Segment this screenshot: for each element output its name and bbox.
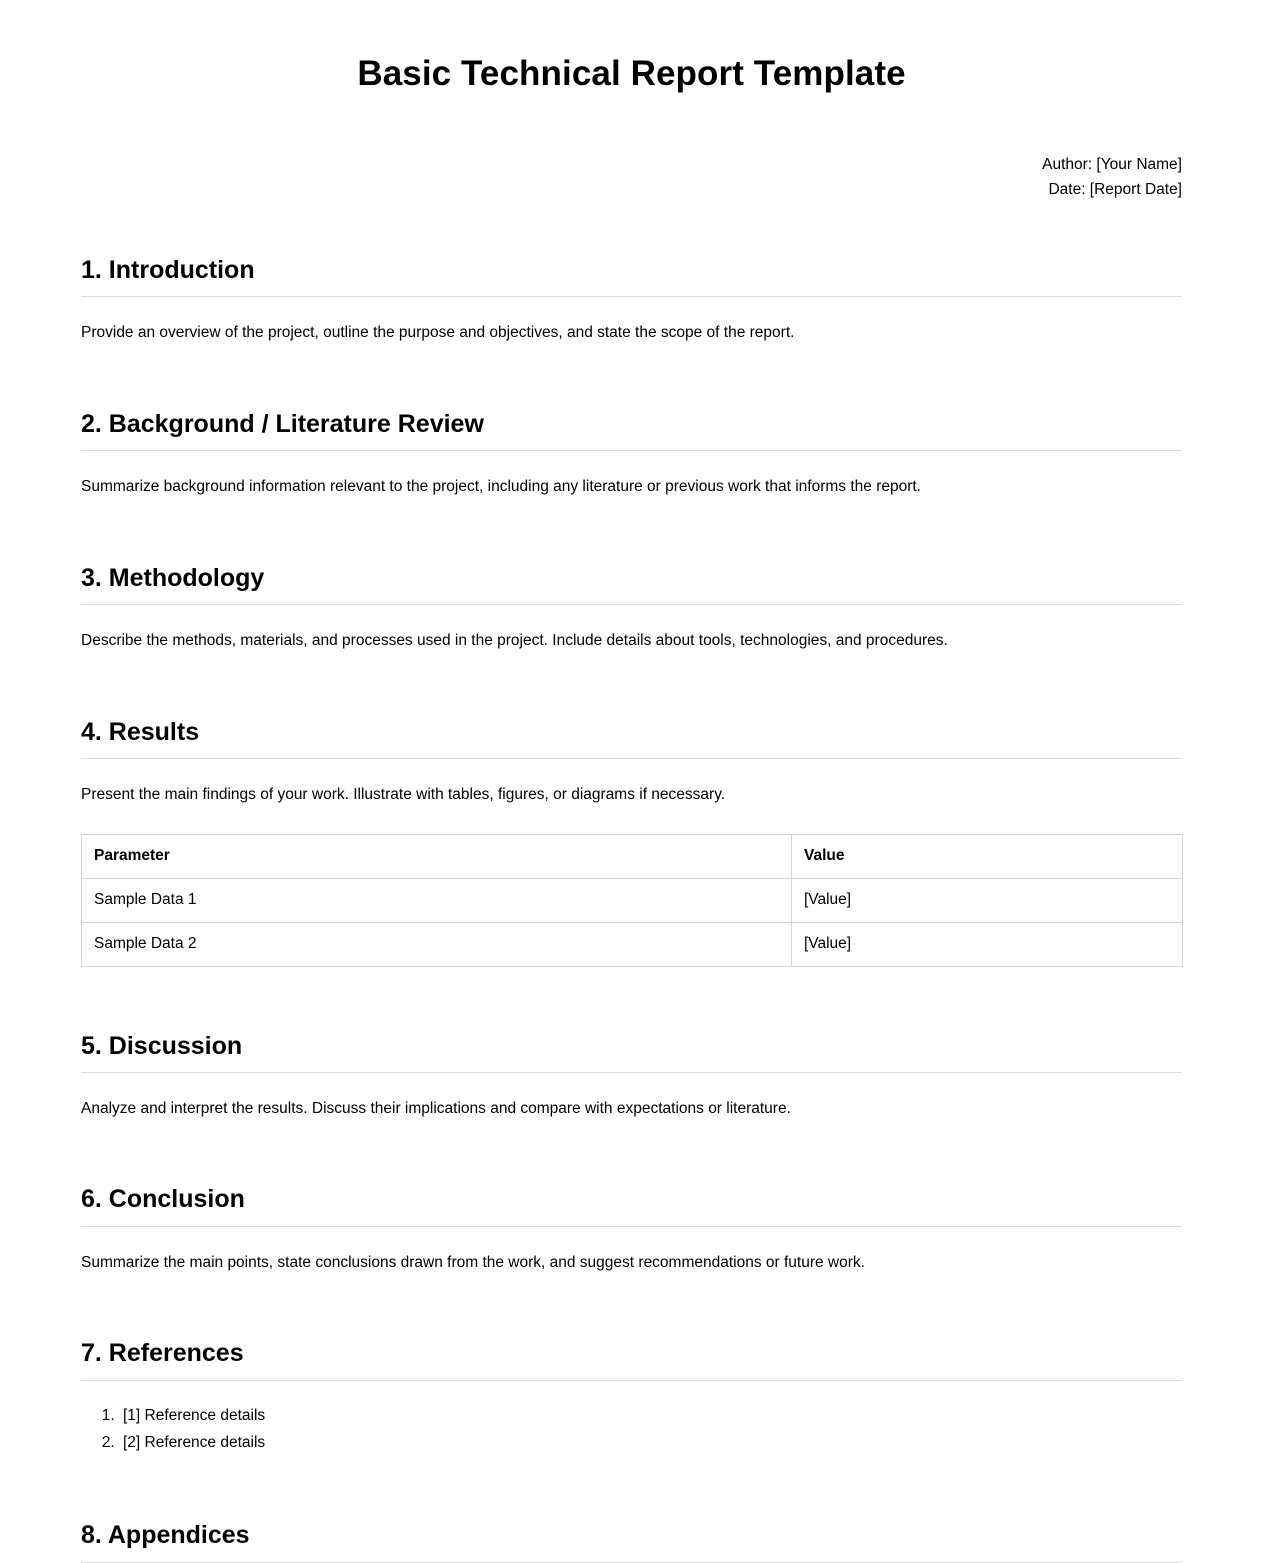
table-cell-parameter: Sample Data 2	[82, 922, 792, 966]
document-meta	[81, 152, 1182, 203]
table-cell-value: [Value]	[792, 922, 1183, 966]
references-list	[81, 1403, 1182, 1456]
section-body-discussion: Analyze and interpret the results. Discuss their implications and compare with expectations or literature.	[81, 1100, 791, 1118]
section-heading-references: 7. References	[81, 1338, 1182, 1381]
table-row	[82, 922, 1183, 966]
section-heading-methodology: 3. Methodology	[81, 563, 1182, 606]
section-heading-appendices: 8. Appendices	[81, 1520, 1182, 1563]
date-line: Date: [Report Date]	[1048, 181, 1182, 199]
author-line: Author: [Your Name]	[1042, 155, 1182, 173]
section-appendices	[81, 1520, 1182, 1563]
table-header-row	[82, 834, 1183, 878]
section-methodology	[81, 563, 1182, 653]
section-body-conclusion: Summarize the main points, state conclusions drawn from the work, and suggest recommendations or future work.	[81, 1253, 865, 1271]
table-cell-parameter: Sample Data 1	[82, 878, 792, 922]
section-body-results: Present the main findings of your work. Illustrate with tables, figures, or diagrams if necessary.	[81, 786, 726, 804]
table-row	[82, 878, 1183, 922]
list-item: 1. [1] Reference details	[119, 1403, 1182, 1430]
section-body-methodology: Describe the methods, materials, and processes used in the project. Include details about tools, technologies, and procedures.	[81, 632, 948, 650]
section-heading-introduction: 1. Introduction	[81, 255, 1182, 298]
section-body-introduction: Provide an overview of the project, outline the purpose and objectives, and state the scope of the report.	[81, 324, 795, 342]
results-table	[81, 834, 1183, 967]
section-references	[81, 1338, 1182, 1456]
section-discussion	[81, 1031, 1182, 1121]
section-introduction	[81, 255, 1182, 345]
section-body-background: Summarize background information relevant to the project, including any literature or previous work that informs the report.	[81, 478, 921, 496]
section-heading-discussion: 5. Discussion	[81, 1031, 1182, 1074]
table-cell-value: [Value]	[792, 878, 1183, 922]
section-conclusion	[81, 1184, 1182, 1274]
section-heading-background: 2. Background / Literature Review	[81, 409, 1182, 452]
page-title: Basic Technical Report Template	[357, 54, 906, 93]
table-header-value: Value	[792, 834, 1183, 878]
section-heading-conclusion: 6. Conclusion	[81, 1184, 1182, 1227]
section-background	[81, 409, 1182, 499]
section-heading-results: 4. Results	[81, 717, 1182, 760]
section-results	[81, 717, 1182, 967]
list-item: 2. [2] Reference details	[119, 1430, 1182, 1457]
table-header-parameter: Parameter	[82, 834, 792, 878]
